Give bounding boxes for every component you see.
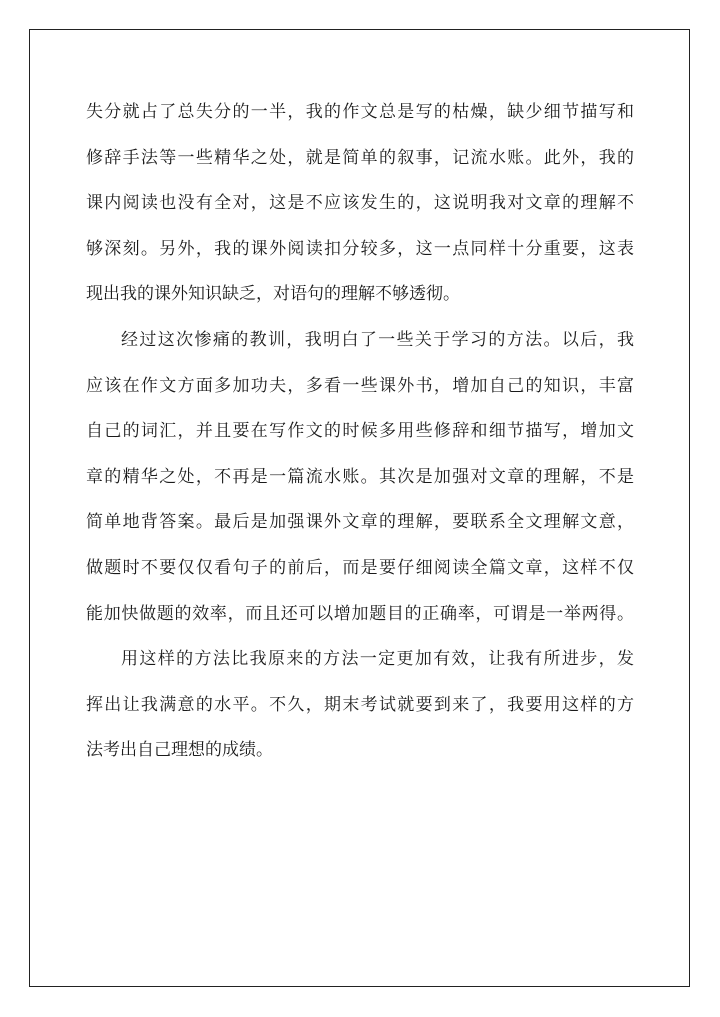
paragraph-2-line-4: 章的精华之处，不再是一篇流水账。其次是加强对文章的理解，不是 (86, 466, 634, 487)
document-body (86, 90, 634, 774)
paragraph-2-line-2: 应该在作文方面多加功夫，多看一些课外书，增加自己的知识，丰富 (86, 375, 634, 396)
paragraph-1-line-5: 现出我的课外知识缺乏，对语句的理解不够透彻。 (86, 284, 460, 305)
paragraph-3-line-1: 用这样的方法比我原来的方法一定更加有效，让我有所进步，发 (121, 649, 634, 670)
paragraph-1-line-2: 修辞手法等一些精华之处，就是简单的叙事，记流水账。此外，我的 (86, 147, 634, 168)
paragraph-2-line-1: 经过这次惨痛的教训，我明白了一些关于学习的方法。以后，我 (121, 329, 634, 350)
paragraph-3-line-2: 挥出让我满意的水平。不久，期末考试就要到来了，我要用这样的方 (86, 694, 634, 715)
paragraph-2-line-7: 能加快做题的效率，而且还可以增加题目的正确率，可谓是一举两得。 (86, 603, 634, 624)
paragraph-1-line-3: 课内阅读也没有全对，这是不应该发生的，这说明我对文章的理解不 (86, 193, 634, 214)
paragraph-2-line-6: 做题时不要仅仅看句子的前后，而是要仔细阅读全篇文章，这样不仅 (86, 557, 634, 578)
paragraph-2-line-3: 自己的词汇，并且要在写作文的时候多用些修辞和细节描写，增加文 (86, 421, 634, 442)
paragraph-3-line-3: 法考出自己理想的成绩。 (86, 740, 273, 761)
paragraph-1-line-1: 失分就占了总失分的一半，我的作文总是写的枯燥，缺少细节描写和 (86, 102, 634, 122)
paragraph-2-line-5: 简单地背答案。最后是加强课外文章的理解，要联系全文理解文意， (86, 512, 634, 533)
paragraph-1-line-4: 够深刻。另外，我的课外阅读扣分较多，这一点同样十分重要，这表 (86, 238, 634, 259)
